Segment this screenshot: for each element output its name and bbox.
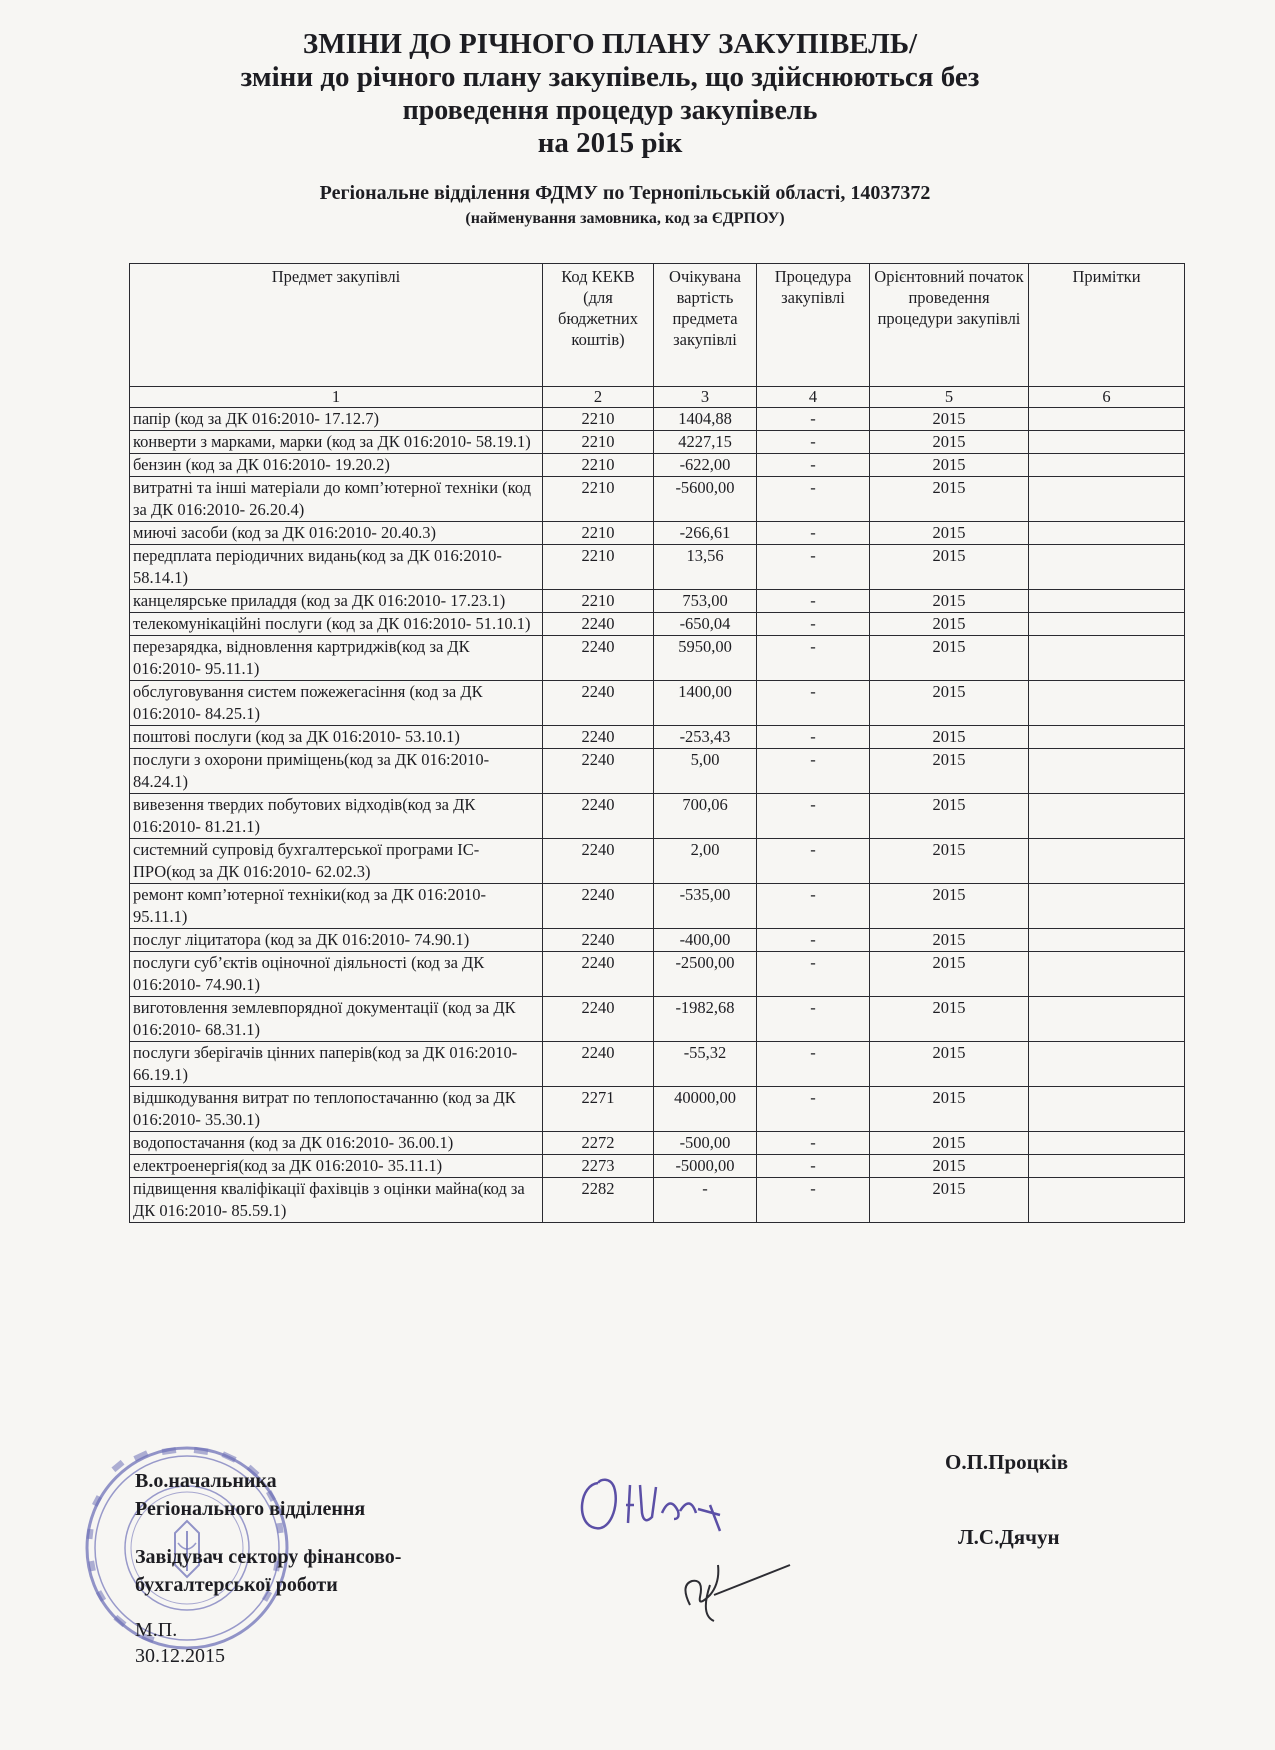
signatory-roles xyxy=(135,1467,401,1599)
cell-subject: канцелярське приладдя (код за ДК 016:2010- 17.23.1) xyxy=(130,590,543,613)
cell-kekv: 2240 xyxy=(543,839,654,884)
cell-procedure: - xyxy=(757,952,870,997)
cell-cost: -500,00 xyxy=(654,1132,757,1155)
cell-start: 2015 xyxy=(870,613,1029,636)
cell-cost: -2500,00 xyxy=(654,952,757,997)
column-number: 4 xyxy=(757,387,870,408)
table-row xyxy=(130,884,1185,929)
table-row xyxy=(130,952,1185,997)
cell-subject: послуги зберігачів цінних паперів(код за ДК 016:2010- 66.19.1) xyxy=(130,1042,543,1087)
column-number: 1 xyxy=(130,387,543,408)
cell-notes xyxy=(1029,431,1185,454)
cell-procedure: - xyxy=(757,1155,870,1178)
signatory-name-2: Л.С.Дячун xyxy=(958,1525,1060,1549)
cell-notes xyxy=(1029,636,1185,681)
cell-procedure: - xyxy=(757,726,870,749)
cell-notes xyxy=(1029,1155,1185,1178)
cell-procedure: - xyxy=(757,839,870,884)
cell-notes xyxy=(1029,884,1185,929)
table-row xyxy=(130,929,1185,952)
table-row xyxy=(130,997,1185,1042)
cell-notes xyxy=(1029,794,1185,839)
cell-start: 2015 xyxy=(870,884,1029,929)
cell-cost: -650,04 xyxy=(654,613,757,636)
table-row xyxy=(130,1178,1185,1223)
cell-start: 2015 xyxy=(870,545,1029,590)
cell-cost: -5600,00 xyxy=(654,477,757,522)
cell-procedure: - xyxy=(757,590,870,613)
cell-kekv: 2240 xyxy=(543,1042,654,1087)
cell-subject: миючі засоби (код за ДК 016:2010- 20.40.3) xyxy=(130,522,543,545)
role-acting-head-dept: Регіонального відділення xyxy=(135,1498,366,1520)
signing-date: 30.12.2015 xyxy=(135,1645,225,1667)
customer-name: Регіональне відділення ФДМУ по Тернопільській області, 14037372 xyxy=(319,182,931,204)
table-row xyxy=(130,794,1185,839)
cell-kekv: 2210 xyxy=(543,545,654,590)
table-row xyxy=(130,522,1185,545)
seal-mark: М.П. xyxy=(135,1619,178,1641)
cell-notes xyxy=(1029,1087,1185,1132)
column-number: 5 xyxy=(870,387,1029,408)
cell-subject: електроенергія(код за ДК 016:2010- 35.11.1) xyxy=(130,1155,543,1178)
role-finance-head-dept: бухгалтерської роботи xyxy=(135,1574,338,1596)
cell-notes xyxy=(1029,545,1185,590)
cell-subject: відшкодування витрат по теплопостачанню (код за ДК 016:2010- 35.30.1) xyxy=(130,1087,543,1132)
cell-start: 2015 xyxy=(870,1155,1029,1178)
column-number: 3 xyxy=(654,387,757,408)
seal-place xyxy=(135,1617,225,1669)
cell-cost: 700,06 xyxy=(654,794,757,839)
cell-cost: -400,00 xyxy=(654,929,757,952)
cell-cost: -1982,68 xyxy=(654,997,757,1042)
cell-cost: -253,43 xyxy=(654,726,757,749)
cell-subject: ремонт комп’ютерної техніки(код за ДК 016:2010- 95.11.1) xyxy=(130,884,543,929)
table-row xyxy=(130,681,1185,726)
cell-subject: послуг ліцитатора (код за ДК 016:2010- 74.90.1) xyxy=(130,929,543,952)
cell-start: 2015 xyxy=(870,408,1029,431)
column-number: 6 xyxy=(1029,387,1185,408)
cell-start: 2015 xyxy=(870,681,1029,726)
signatory-name-1: О.П.Процків xyxy=(945,1450,1069,1474)
cell-subject: поштові послуги (код за ДК 016:2010- 53.10.1) xyxy=(130,726,543,749)
cell-procedure: - xyxy=(757,477,870,522)
cell-start: 2015 xyxy=(870,636,1029,681)
cell-kekv: 2240 xyxy=(543,929,654,952)
table-row xyxy=(130,1155,1185,1178)
cell-kekv: 2282 xyxy=(543,1178,654,1223)
cell-cost: 5950,00 xyxy=(654,636,757,681)
table-row xyxy=(130,431,1185,454)
cell-kekv: 2210 xyxy=(543,408,654,431)
customer-note: (найменування замовника, код за ЄДРПОУ) xyxy=(465,210,785,227)
cell-subject: системний супровід бухгалтерської програми ІС-ПРО(код за ДК 016:2010- 62.02.3) xyxy=(130,839,543,884)
cell-subject: витратні та інші матеріали до комп’ютерної техніки (код за ДК 016:2010- 26.20.4) xyxy=(130,477,543,522)
cell-cost: -5000,00 xyxy=(654,1155,757,1178)
cell-notes xyxy=(1029,929,1185,952)
cell-procedure: - xyxy=(757,522,870,545)
table-row xyxy=(130,839,1185,884)
cell-procedure: - xyxy=(757,1178,870,1223)
cell-procedure: - xyxy=(757,545,870,590)
cell-cost: -535,00 xyxy=(654,884,757,929)
cell-start: 2015 xyxy=(870,1132,1029,1155)
cell-procedure: - xyxy=(757,929,870,952)
cell-notes xyxy=(1029,477,1185,522)
cell-subject: вивезення твердих побутових відходів(код за ДК 016:2010- 81.21.1) xyxy=(130,794,543,839)
cell-procedure: - xyxy=(757,749,870,794)
cell-kekv: 2240 xyxy=(543,997,654,1042)
cell-cost: -55,32 xyxy=(654,1042,757,1087)
cell-cost: 5,00 xyxy=(654,749,757,794)
cell-kekv: 2240 xyxy=(543,613,654,636)
cell-cost: 1404,88 xyxy=(654,408,757,431)
cell-cost: -266,61 xyxy=(654,522,757,545)
column-header: Процедура закупівлі xyxy=(757,264,870,387)
cell-notes xyxy=(1029,839,1185,884)
role-finance-head: Завідувач сектору фінансово- xyxy=(135,1546,402,1568)
cell-procedure: - xyxy=(757,1042,870,1087)
cell-start: 2015 xyxy=(870,839,1029,884)
procurement-table xyxy=(129,263,1185,1223)
table-row xyxy=(130,454,1185,477)
cell-subject: послуги з охорони приміщень(код за ДК 016:2010- 84.24.1) xyxy=(130,749,543,794)
cell-subject: конверти з марками, марки (код за ДК 016:2010- 58.19.1) xyxy=(130,431,543,454)
cell-start: 2015 xyxy=(870,794,1029,839)
cell-subject: послуги суб’єктів оціночної діяльності (код за ДК 016:2010- 74.90.1) xyxy=(130,952,543,997)
role-acting-head: В.о.начальника xyxy=(135,1470,277,1492)
title-line-3: проведення процедур закупівель xyxy=(402,95,818,126)
cell-kekv: 2240 xyxy=(543,794,654,839)
cell-procedure: - xyxy=(757,454,870,477)
cell-subject: перезарядка, відновлення картриджів(код за ДК 016:2010- 95.11.1) xyxy=(130,636,543,681)
table-row xyxy=(130,613,1185,636)
cell-notes xyxy=(1029,997,1185,1042)
cell-procedure: - xyxy=(757,636,870,681)
cell-procedure: - xyxy=(757,613,870,636)
cell-subject: передплата періодичних видань(код за ДК 016:2010- 58.14.1) xyxy=(130,545,543,590)
table-row xyxy=(130,1132,1185,1155)
cell-notes xyxy=(1029,454,1185,477)
cell-kekv: 2240 xyxy=(543,952,654,997)
cell-kekv: 2210 xyxy=(543,454,654,477)
cell-start: 2015 xyxy=(870,454,1029,477)
cell-kekv: 2210 xyxy=(543,431,654,454)
cell-subject: телекомунікаційні послуги (код за ДК 016:2010- 51.10.1) xyxy=(130,613,543,636)
cell-start: 2015 xyxy=(870,929,1029,952)
cell-start: 2015 xyxy=(870,1042,1029,1087)
table-row xyxy=(130,477,1185,522)
document-title xyxy=(160,28,1060,160)
cell-procedure: - xyxy=(757,408,870,431)
cell-notes xyxy=(1029,749,1185,794)
cell-kekv: 2240 xyxy=(543,681,654,726)
table-row xyxy=(130,1087,1185,1132)
title-line-4: на 2015 рік xyxy=(537,127,683,159)
table-row xyxy=(130,749,1185,794)
cell-start: 2015 xyxy=(870,431,1029,454)
column-number: 2 xyxy=(543,387,654,408)
table-row xyxy=(130,590,1185,613)
title-line-1: ЗМІНИ ДО РІЧНОГО ПЛАНУ ЗАКУПІВЕЛЬ/ xyxy=(302,28,918,60)
cell-start: 2015 xyxy=(870,477,1029,522)
cell-subject: бензин (код за ДК 016:2010- 19.20.2) xyxy=(130,454,543,477)
cell-start: 2015 xyxy=(870,1178,1029,1223)
cell-cost: 13,56 xyxy=(654,545,757,590)
cell-procedure: - xyxy=(757,997,870,1042)
column-number-row xyxy=(130,387,1185,408)
cell-notes xyxy=(1029,1178,1185,1223)
cell-subject: обслуговування систем пожежегасіння (код за ДК 016:2010- 84.25.1) xyxy=(130,681,543,726)
cell-kekv: 2240 xyxy=(543,636,654,681)
cell-cost: 4227,15 xyxy=(654,431,757,454)
cell-notes xyxy=(1029,522,1185,545)
signature-protskiv xyxy=(570,1465,750,1545)
column-header: Предмет закупівлі xyxy=(130,264,543,387)
cell-notes xyxy=(1029,681,1185,726)
cell-subject: виготовлення землевпорядної документації (код за ДК 016:2010- 68.31.1) xyxy=(130,997,543,1042)
cell-kekv: 2240 xyxy=(543,726,654,749)
cell-notes xyxy=(1029,952,1185,997)
table-row xyxy=(130,636,1185,681)
table-row xyxy=(130,408,1185,431)
cell-cost: -622,00 xyxy=(654,454,757,477)
cell-notes xyxy=(1029,408,1185,431)
title-line-2: зміни до річного плану закупівель, що здійснюються без xyxy=(240,61,980,93)
cell-kekv: 2210 xyxy=(543,477,654,522)
table-row xyxy=(130,1042,1185,1087)
cell-start: 2015 xyxy=(870,952,1029,997)
table-row xyxy=(130,726,1185,749)
signature-diachun xyxy=(670,1545,800,1630)
cell-notes xyxy=(1029,1132,1185,1155)
cell-cost: 40000,00 xyxy=(654,1087,757,1132)
cell-kekv: 2210 xyxy=(543,522,654,545)
cell-procedure: - xyxy=(757,1087,870,1132)
cell-kekv: 2272 xyxy=(543,1132,654,1155)
cell-kekv: 2273 xyxy=(543,1155,654,1178)
cell-kekv: 2210 xyxy=(543,590,654,613)
cell-procedure: - xyxy=(757,884,870,929)
cell-notes xyxy=(1029,590,1185,613)
column-header: Код КЕКВ (для бюджетних коштів) xyxy=(543,264,654,387)
cell-kekv: 2240 xyxy=(543,749,654,794)
cell-start: 2015 xyxy=(870,726,1029,749)
cell-subject: папір (код за ДК 016:2010- 17.12.7) xyxy=(130,408,543,431)
cell-cost: 753,00 xyxy=(654,590,757,613)
cell-kekv: 2271 xyxy=(543,1087,654,1132)
cell-start: 2015 xyxy=(870,997,1029,1042)
cell-procedure: - xyxy=(757,681,870,726)
cell-start: 2015 xyxy=(870,749,1029,794)
cell-cost: 2,00 xyxy=(654,839,757,884)
table-header-row xyxy=(130,264,1185,387)
column-header: Примітки xyxy=(1029,264,1185,387)
cell-notes xyxy=(1029,613,1185,636)
cell-notes xyxy=(1029,726,1185,749)
cell-cost: 1400,00 xyxy=(654,681,757,726)
cell-procedure: - xyxy=(757,794,870,839)
column-header: Орієнтовний початок проведення процедури закупівлі xyxy=(870,264,1029,387)
cell-subject: підвищення кваліфікації фахівців з оцінки майна(код за ДК 016:2010- 85.59.1) xyxy=(130,1178,543,1223)
cell-start: 2015 xyxy=(870,590,1029,613)
column-header: Очікувана вартість предмета закупівлі xyxy=(654,264,757,387)
table-row xyxy=(130,545,1185,590)
cell-subject: водопостачання (код за ДК 016:2010- 36.00.1) xyxy=(130,1132,543,1155)
cell-start: 2015 xyxy=(870,522,1029,545)
cell-procedure: - xyxy=(757,1132,870,1155)
cell-notes xyxy=(1029,1042,1185,1087)
cell-cost: - xyxy=(654,1178,757,1223)
cell-procedure: - xyxy=(757,431,870,454)
cell-kekv: 2240 xyxy=(543,884,654,929)
cell-start: 2015 xyxy=(870,1087,1029,1132)
